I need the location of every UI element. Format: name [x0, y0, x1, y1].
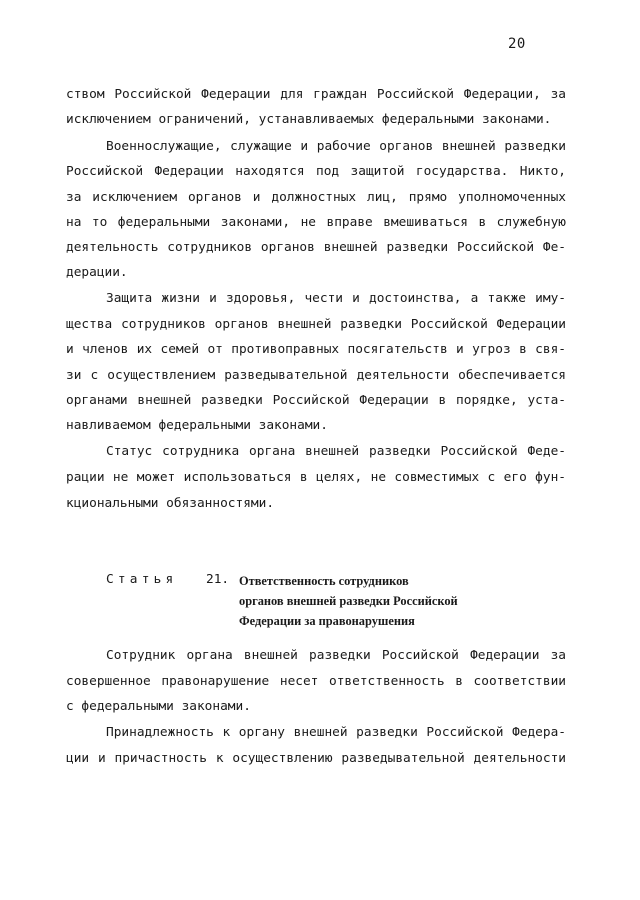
text-line: Военнослужащие, служащие и рабочие органов внешней разведки: [106, 139, 566, 154]
text-line: за исключением органов и должностных лиц, прямо уполномоченных: [66, 190, 566, 205]
article-label: Статья: [106, 572, 178, 587]
text-line: Сотрудник органа внешней разведки Российской Федерации за: [106, 648, 566, 663]
text-line: ством Российской Федерации для граждан Российской Федерации, за: [66, 87, 566, 102]
page-number: 20: [508, 36, 526, 52]
text-line: Российской Федерации находятся под защитой государства. Никто,: [66, 164, 566, 179]
text-line: щества сотрудников органов внешней разведки Российской Федерации: [66, 317, 566, 332]
text-line: ции и причастность к осуществлению разведывательной деятельности: [66, 751, 566, 766]
text-line: органами внешней разведки Российской Федерации в порядке, уста-: [66, 393, 566, 408]
article-title-line: органов внешней разведки Российской: [239, 594, 458, 608]
text-line: с федеральными законами.: [66, 699, 251, 714]
text-line: исключением ограничений, устанавливаемых федеральными законами.: [66, 112, 552, 127]
text-line: кциональными обязанностями.: [66, 496, 275, 511]
text-line: совершенное правонарушение несет ответственность в соответствии: [66, 674, 566, 689]
text-line: на то федеральными законами, не вправе вмешиваться в служебную: [66, 215, 566, 230]
article-title-line: Федерации за правонарушения: [239, 614, 415, 628]
text-line: деятельность сотрудников органов внешней разведки Российской Фе-: [66, 240, 566, 255]
article-title: [239, 571, 458, 631]
text-line: дерации.: [66, 265, 128, 280]
text-line: рации не может использоваться в целях, не совместимых с его фун-: [66, 470, 566, 485]
text-line: навливаемом федеральными законами.: [66, 418, 328, 433]
text-line: Статус сотрудника органа внешней разведки Российской Феде-: [106, 444, 566, 459]
article-number: 21.: [206, 572, 230, 587]
text-line: Принадлежность к органу внешней разведки Российской Федера-: [106, 725, 566, 740]
text-line: и членов их семей от противоправных посягательств и угроз в свя-: [66, 342, 566, 357]
text-line: зи с осуществлением разведывательной деятельности обеспечивается: [66, 368, 566, 383]
article-title-line: Ответственность сотрудников: [239, 574, 409, 588]
text-line: Защита жизни и здоровья, чести и достоинства, а также иму-: [106, 291, 566, 306]
